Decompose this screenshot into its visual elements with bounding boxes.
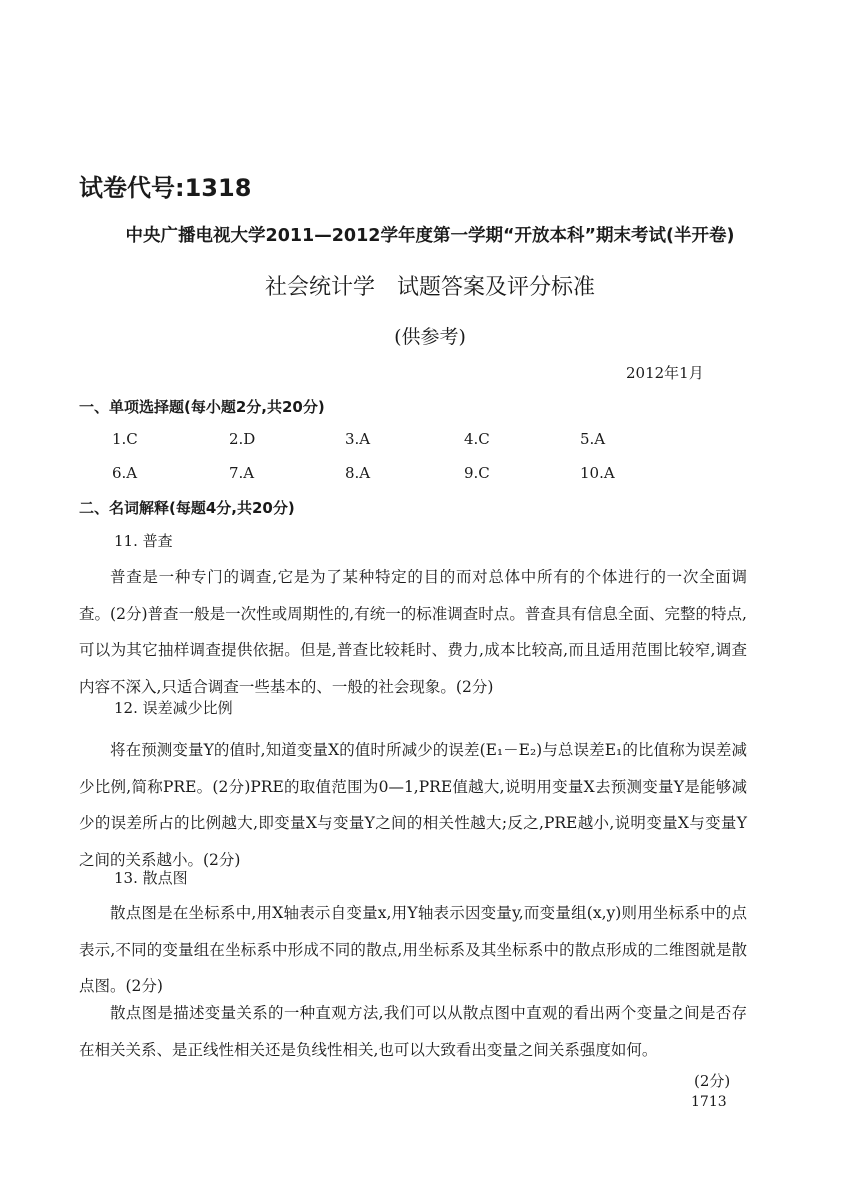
term-pre: 12. 误差减少比例 (114, 699, 233, 717)
answer-3: 3.A (345, 430, 371, 448)
exam-title: 中央广播电视大学2011—2012学年度第一学期“开放本科”期末考试(半开卷) (125, 226, 735, 246)
page-number: 1713 (691, 1094, 727, 1110)
subject-title: 社会统计学 试题答案及评分标准 (264, 275, 595, 300)
census-definition: 普查是一种专门的调查,它是为了某种特定的目的而对总体中所有的个体进行的一次全面调查。(2分)普查一般是一次性或周期性的,有统一的标准调查时点。普查具有信息全面、完整的特点,可以为其它抽样调查提供依据。但是,普查比较耗时、费力,成本比较高,而且适用范围比较窄,调查内容不深入,只适合调查一些基本的、一般的社会现象。(2分) (79, 568, 747, 697)
answer-1: 1.C (112, 430, 138, 448)
answer-7: 7.A (229, 464, 255, 482)
answer-2: 2.D (229, 430, 256, 448)
exam-date: 2012年1月 (626, 364, 704, 382)
answer-8: 8.A (345, 464, 371, 482)
paper-code: 试卷代号:1318 (79, 174, 252, 202)
answer-10: 10.A (580, 464, 615, 482)
answer-6: 6.A (112, 464, 138, 482)
trailing-points: (2分) (694, 1072, 731, 1090)
reference-note: (供参考) (394, 326, 466, 348)
answer-5: 5.A (580, 430, 606, 448)
answer-4: 4.C (464, 430, 490, 448)
section2-title: 二、名词解释(每题4分,共20分) (79, 499, 295, 517)
pre-definition: 将在预测变量Y的值时,知道变量X的值时所减少的误差(E₁－E₂)与总误差E₁的比值称为误差减少比例,简称PRE。(2分)PRE的取值范围为0—1,PRE值越大,说明用变量X去预测变量Y是能够减少的误差所占的比例越大,即变量X与变量Y之间的相关性越大;反之,PRE越小,说明变量X与变量Y之间的关系越小。(2分) (79, 741, 747, 870)
term-scatter-plot: 13. 散点图 (114, 869, 188, 887)
scatter-definition: 散点图是在坐标系中,用X轴表示自变量x,用Y轴表示因变量y,而变量组(x,y)则用坐标系中的点表示,不同的变量组在坐标系中形成不同的散点,用坐标系及其坐标系中的散点形成的二维图就是散点图。(2分) (79, 904, 747, 996)
section1-title: 一、单项选择题(每小题2分,共20分) (79, 398, 325, 416)
answer-9: 9.C (464, 464, 490, 482)
term-census: 11. 普查 (114, 532, 173, 550)
scatter-description: 散点图是描述变量关系的一种直观方法,我们可以从散点图中直观的看出两个变量之间是否存在相关关系、是正线性相关还是负线性相关,也可以大致看出变量之间关系强度如何。 (79, 1004, 747, 1059)
